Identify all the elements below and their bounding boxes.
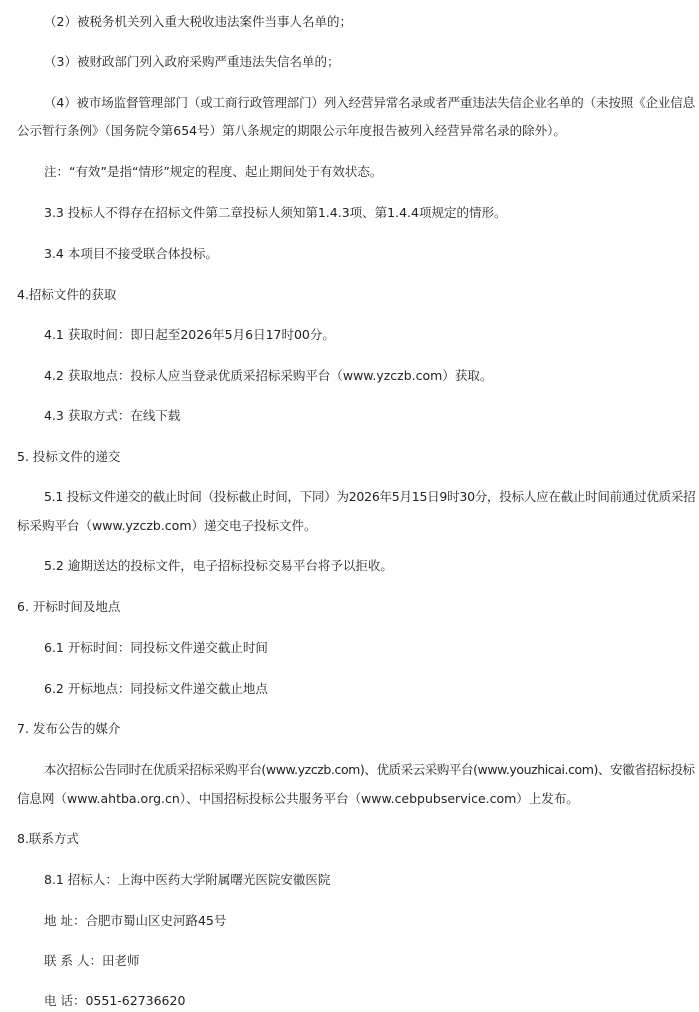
- item-5-2: 5.2 逾期送达的投标文件，电子招标投标交易平台将予以拒收。: [44, 558, 393, 573]
- clause-3-procurement-blacklist: （3）被财政部门列入政府采购严重违法失信名单的；: [44, 54, 340, 69]
- item-4-1: 4.1 获取时间：即日起至2026年5月6日17时00分。: [44, 327, 335, 342]
- contact-person: 联 系 人：田老师: [44, 953, 140, 968]
- section-8-heading: 8.联系方式: [17, 831, 79, 846]
- clause-2-tax-violation: （2）被税务机关列入重大税收违法案件当事人名单的；: [44, 14, 352, 29]
- media-statement-continuation: 信息网（www.ahtba.org.cn）、中国招标投标公共服务平台（www.cebpubservice.com）上发布。: [17, 791, 579, 806]
- section-7-heading: 7. 发布公告的媒介: [17, 721, 121, 736]
- clause-4-market-supervision: （4）被市场监督管理部门（或工商行政管理部门）列入经营异常名录或者严重违法失信企业名单的（未按照《企业信息: [44, 95, 695, 110]
- item-4-3: 4.3 获取方式：在线下载: [44, 408, 181, 423]
- section-5-heading: 5. 投标文件的递交: [17, 449, 121, 464]
- address: 地 址：合肥市蜀山区史河路45号: [44, 913, 227, 928]
- note-valid-definition: 注：“有效”是指“情形”规定的程度、起止期间处于有效状态。: [44, 164, 383, 179]
- item-5-1: 5.1 投标文件递交的截止时间（投标截止时间，下同）为2026年5月15日9时30分，投标人应在截止时间前通过优质采招: [44, 489, 696, 504]
- phone: 电 话：0551-62736620: [44, 993, 186, 1008]
- tenderer: 8.1 招标人：上海中医药大学附属曙光医院安徽医院: [44, 872, 331, 887]
- section-4-heading: 4.招标文件的获取: [17, 287, 117, 302]
- item-6-1: 6.1 开标时间：同投标文件递交截止时间: [44, 640, 268, 655]
- item-5-1-continuation: 标采购平台（www.yzczb.com）递交电子投标文件。: [17, 518, 317, 533]
- media-statement: 本次招标公告同时在优质采招标采购平台(www.yzczb.com)、优质采云采购平台(www.youzhicai.com)、安徽省招标投标: [44, 762, 695, 777]
- section-6-heading: 6. 开标时间及地点: [17, 599, 121, 614]
- clause-4-continuation: 公示暂行条例》（国务院令第654号）第八条规定的期限公示年度报告被列入经营异常名录的除外）。: [17, 123, 566, 138]
- item-3-3: 3.3 投标人不得存在招标文件第二章投标人须知第1.4.3项、第1.4.4项规定的情形。: [44, 205, 507, 220]
- item-4-2: 4.2 获取地点：投标人应当登录优质采招标采购平台（www.yzczb.com）获取。: [44, 368, 493, 383]
- item-6-2: 6.2 开标地点：同投标文件递交截止地点: [44, 681, 268, 696]
- item-3-4: 3.4 本项目不接受联合体投标。: [44, 246, 218, 261]
